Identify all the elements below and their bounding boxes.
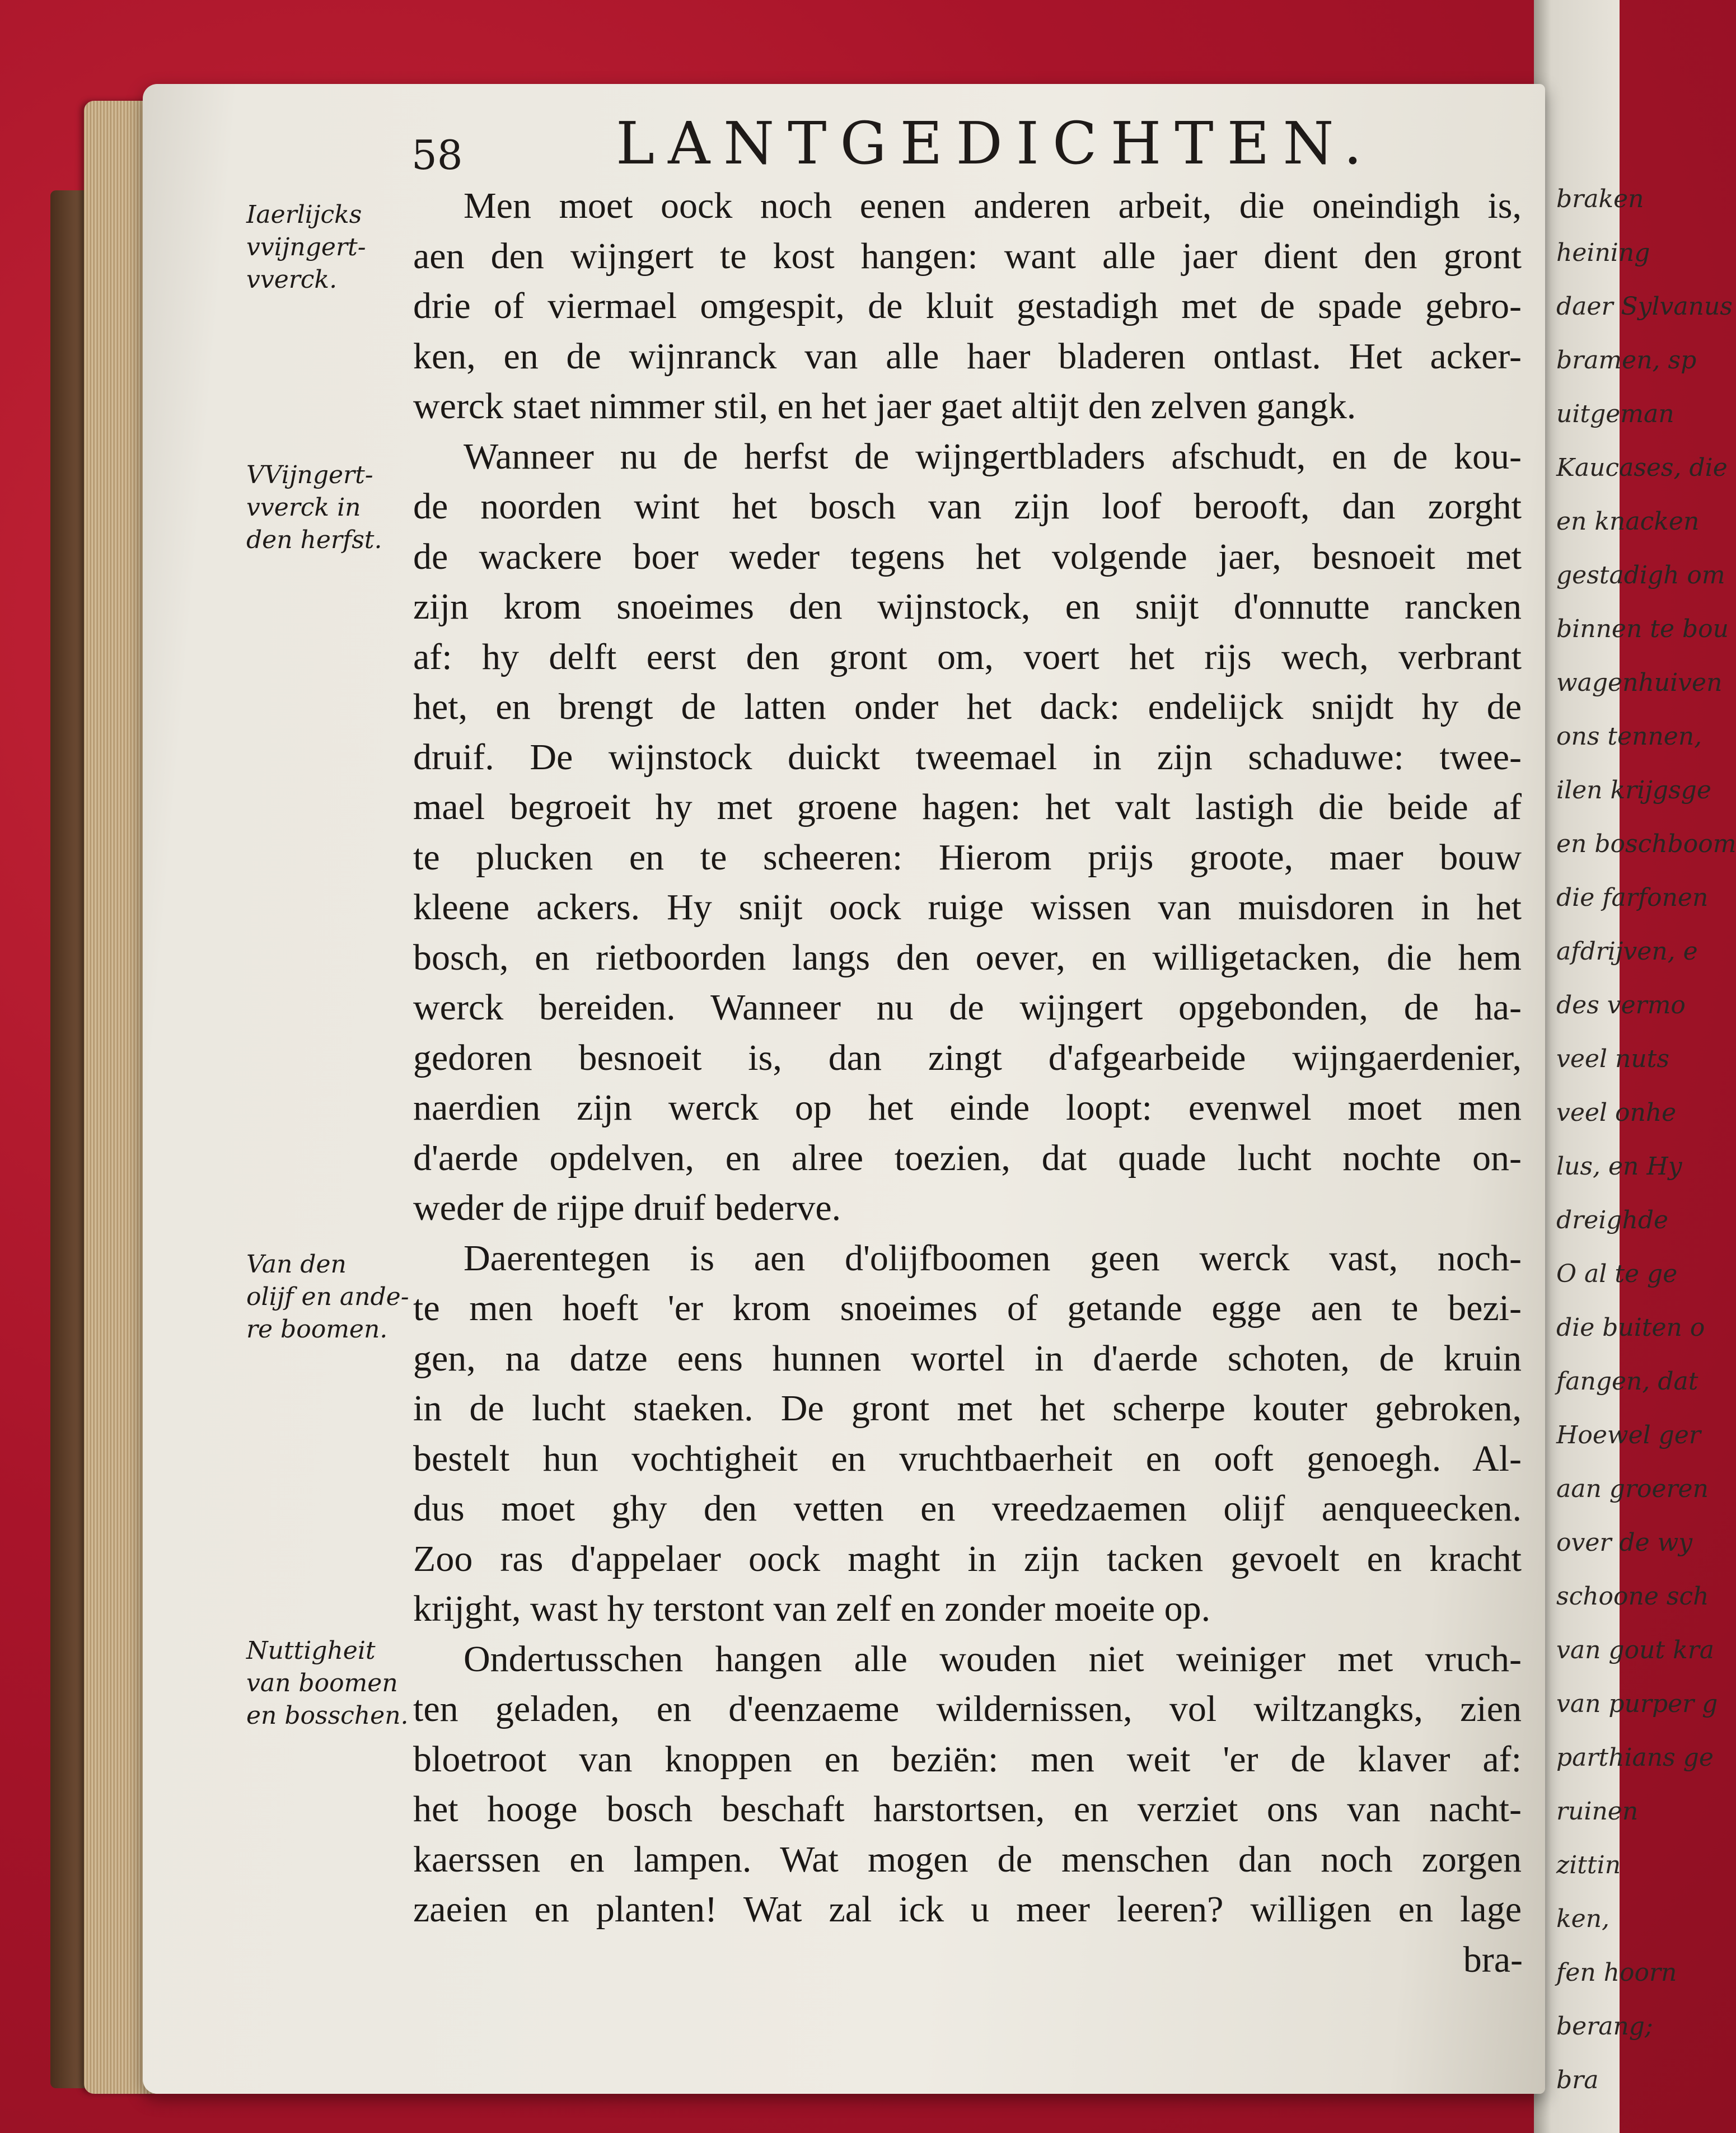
text-line: af: hy delft eerst den gront om, voert het rijs wech, verbrant [413, 636, 1522, 677]
text-line: de wackere boer weder tegens het volgende jaer, besnoeit met [413, 536, 1522, 577]
facing-page-fragment: bra [1556, 2066, 1599, 2094]
facing-page-fragment: zittin [1556, 1851, 1621, 1879]
margin-note-1 [246, 199, 409, 296]
facing-page-fragment: des vermo [1556, 991, 1686, 1019]
facing-page-fragment: fen hoorn [1556, 1958, 1677, 1987]
text-line: ten geladen, en d'eenzaeme wildernissen, vol wiltzangks, zien [413, 1688, 1522, 1729]
facing-page-fragment: bramen, sp [1556, 346, 1697, 375]
text-line: zaeien en planten! Wat zal ick u meer leeren? willigen en lage [413, 1889, 1522, 1930]
facing-page-fragment: wagenhuiven [1556, 668, 1723, 697]
margin-note-line: Van den [246, 1250, 347, 1279]
facing-page-fragment: veel nuts [1556, 1045, 1669, 1073]
text-line: naerdien zijn werck op het einde loopt: evenwel moet men [413, 1087, 1522, 1128]
text-line: het hooge bosch beschaft harstortsen, en verziet ons van nacht- [413, 1789, 1522, 1830]
text-line: kleene ackers. Hy snijt oock ruige wissen van muisdoren in het [413, 887, 1522, 928]
facing-page-fragment: en boschboom [1556, 830, 1736, 858]
margin-note-line: VVijngert- [246, 461, 373, 489]
margin-note-line: en bosschen. [246, 1701, 409, 1730]
text-line: d'aerde opdelven, en alree toezien, dat quade lucht nochte on- [413, 1137, 1522, 1178]
text-line: kaerssen en lampen. Wat mogen de menschen dan noch zorgen [413, 1839, 1522, 1880]
facing-page-fragment: die farfonen [1556, 883, 1709, 912]
margin-note-line: vvijngert- [246, 233, 366, 261]
facing-page-fragment: die buiten o [1556, 1313, 1705, 1342]
facing-page-fragment: lus, en Hy [1556, 1152, 1682, 1181]
facing-page-fragment: uitgeman [1556, 400, 1674, 428]
page-number: 58 [411, 132, 463, 179]
text-line: krijght, wast hy terstont van zelf en zonder moeite op. [413, 1588, 1211, 1629]
facing-page-fragment: ilen krijgsge [1556, 776, 1711, 804]
facing-page-fragment: Kaucases, die [1556, 453, 1728, 482]
text-line: Ondertusschen hangen alle wouden niet weiniger met vruch- [464, 1638, 1522, 1680]
text-line: aen den wijngert te kost hangen: want alle jaer dient den gront [413, 235, 1522, 277]
facing-page-fragment: binnen te bou [1556, 615, 1729, 643]
facing-page-fragment: en knacken [1556, 507, 1700, 536]
facing-page-fragment: O al te ge [1556, 1260, 1678, 1288]
facing-page-fragment: over de wy [1556, 1528, 1693, 1557]
text-line: bloetroot van knoppen en beziën: men weit 'er de klaver af: [413, 1738, 1522, 1780]
text-line: het, en brengt de latten onder het dack: endelijck snijdt hy de [413, 686, 1522, 727]
facing-page-fragment: Hoewel ger [1556, 1421, 1701, 1449]
margin-note-line: olijf en ande- [246, 1283, 409, 1311]
text-line: druif. De wijnstock duickt tweemael in zijn schaduwe: twee- [413, 736, 1522, 778]
facing-page-fragment: dreighde [1556, 1206, 1669, 1234]
facing-page [1534, 0, 1736, 2133]
text-line: mael begroeit hy met groene hagen: het valt lastigh die beide af [413, 787, 1522, 827]
margin-note-line: Nuttigheit [246, 1636, 376, 1665]
text-line: bestelt hun vochtigheit en vruchtbaerheit en ooft genoegh. Al- [413, 1438, 1522, 1479]
facing-page-fragment: heining [1556, 238, 1650, 267]
text-line: zijn krom snoeimes den wijnstock, en snijt d'onnutte rancken [413, 586, 1522, 627]
facing-page-fragment: veel onhe [1556, 1098, 1677, 1127]
text-line: Daerentegen is aen d'olijfboomen geen werck vast, noch- [464, 1237, 1522, 1279]
margin-note-line: van boomen [246, 1669, 398, 1697]
text-line: Zoo ras d'appelaer oock maght in zijn tacken gevoelt en kracht [413, 1538, 1522, 1579]
text-line: gen, na datze eens hunnen wortel in d'aerde schoten, de kruin [413, 1337, 1522, 1379]
margin-note-line: vverck. [246, 265, 338, 294]
margin-note-3 [246, 1248, 409, 1346]
text-line: werck bereiden. Wanneer nu de wijngert opgebonden, de ha- [413, 987, 1522, 1028]
facing-page-fragment: aan groeren [1556, 1475, 1709, 1503]
margin-note-line: Iaerlijcks [246, 200, 362, 229]
text-line: werck staet nimmer stil, en het jaer gaet altijt den zelven gangk. [413, 386, 1356, 427]
text-line: bosch, en rietboorden langs den oever, en willigetacken, die hem [413, 937, 1522, 978]
margin-note-line: re boomen. [246, 1315, 388, 1344]
text-line: dus moet ghy den vetten en vreedzaemen olijf aenqueecken. [413, 1488, 1522, 1529]
text-line: te men hoeft 'er krom snoeimes of getande egge aen te bezi- [413, 1288, 1522, 1329]
facing-page-fragment: parthians ge [1556, 1743, 1714, 1772]
margin-note-4 [246, 1635, 409, 1732]
facing-page-fragment: schoone sch [1556, 1582, 1709, 1611]
text-line: Wanneer nu de herfst de wijngertbladers afschudt, en de kou- [464, 436, 1522, 477]
text-line: drie of viermael omgespit, de kluit gestadigh met de spade gebro- [413, 286, 1522, 326]
facing-page-fragment: ken, [1556, 1905, 1610, 1933]
facing-page-fragment: fangen, dat [1556, 1367, 1698, 1396]
facing-page-fragment: afdrijven, e [1556, 937, 1698, 966]
facing-page-fragment: van purper g [1556, 1690, 1718, 1718]
margin-note-2 [246, 459, 409, 556]
margin-note-line: vverck in [246, 493, 361, 522]
text-line: de noorden wint het bosch van zijn loof berooft, dan zorght [413, 486, 1522, 527]
text-line: bra- [1463, 1939, 1523, 1980]
text-line: Men moet oock noch eenen anderen arbeit, die oneindigh is, [464, 185, 1522, 226]
text-line: in de lucht staeken. De gront met het scherpe kouter gebroken, [413, 1388, 1522, 1429]
text-line: ken, en de wijnranck van alle haer bladeren ontlast. Het acker- [413, 335, 1522, 377]
running-title: LANTGEDICHTEN. [616, 109, 1375, 177]
margin-note-line: den herfst. [246, 526, 382, 554]
facing-page-fragment: ons tennen, [1556, 722, 1702, 751]
facing-page-fragment: braken [1556, 185, 1644, 213]
facing-page-fragment: berang; [1556, 2012, 1653, 2041]
text-line: te plucken en te scheeren: Hierom prijs groote, maer bouw [413, 836, 1522, 878]
facing-page-fragment: ruinen [1556, 1797, 1639, 1826]
text-line: weder de rijpe druif bederve. [413, 1187, 841, 1228]
facing-page-fragment: van gout kra [1556, 1636, 1715, 1664]
facing-page-fragment: daer Sylvanus [1556, 292, 1733, 321]
facing-page-fragment: gestadigh om [1556, 561, 1725, 590]
text-line: gedoren besnoeit is, dan zingt d'afgearbeide wijngaerdenier, [413, 1037, 1522, 1078]
